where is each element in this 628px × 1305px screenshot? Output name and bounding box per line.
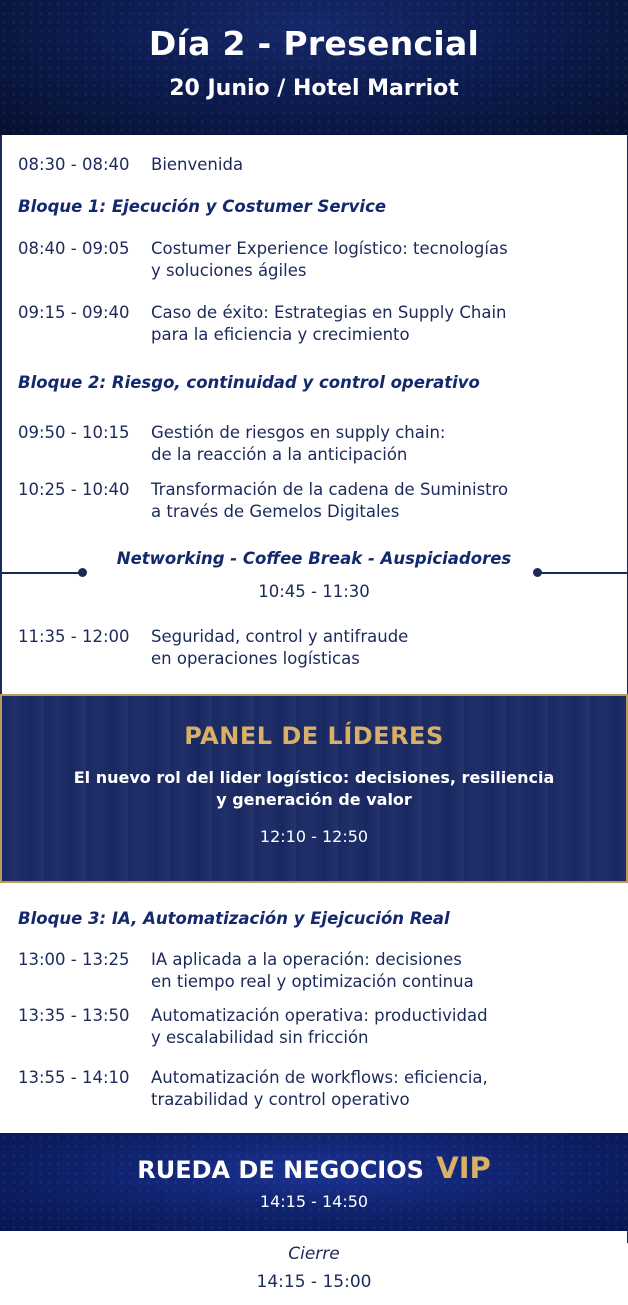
- agenda-desc: [151, 238, 611, 282]
- agenda-desc: [151, 479, 611, 523]
- block2-title: Bloque 2: Riesgo, continuidad y control operativo: [18, 373, 480, 392]
- agenda-desc-line: Automatización operativa: productividad y escalabilidad sin fricción: [151, 1006, 488, 1047]
- panel-time: 12:10 - 12:50: [259, 827, 369, 846]
- agenda-desc: Bienvenida: [151, 155, 244, 174]
- divider-dot-right: [533, 568, 542, 577]
- agenda-time: 13:00 - 13:25: [18, 950, 130, 969]
- rueda-time: 14:15 - 14:50: [259, 1192, 369, 1211]
- panel-banner: [0, 694, 628, 883]
- agenda-time: 13:55 - 14:10: [18, 1068, 130, 1087]
- agenda-time: 08:40 - 09:05: [18, 239, 130, 258]
- agenda-desc-line: Caso de éxito: Estrategias en Supply Chain para la eficiencia y crecimiento: [151, 303, 507, 344]
- agenda-desc: [151, 626, 611, 670]
- page-title: Día 2 - Presencial: [148, 24, 480, 63]
- agenda-desc: [151, 302, 611, 346]
- agenda-desc: [151, 422, 611, 466]
- agenda-desc-line: Costumer Experience logístico: tecnologías y soluciones ágiles: [151, 239, 508, 280]
- networking-time: 10:45 - 11:30: [258, 582, 370, 601]
- panel-title: PANEL DE LÍDERES: [184, 722, 444, 750]
- agenda-time: 09:15 - 09:40: [18, 303, 130, 322]
- agenda-desc: [151, 1067, 611, 1111]
- agenda-desc-line: IA aplicada a la operación: decisiones en tiempo real y optimización continua: [151, 950, 474, 991]
- panel-subtitle: El nuevo rol del lider logístico: decisiones, resiliencia y generación de valor: [73, 768, 555, 809]
- agenda-desc-line: Gestión de riesgos en supply chain: de la reacción a la anticipación: [151, 423, 446, 464]
- divider-right: [537, 572, 628, 574]
- agenda-desc-line: Automatización de workflows: eficiencia, trazabilidad y control operativo: [151, 1068, 488, 1109]
- agenda-desc-line: Seguridad, control y antifraude en operaciones logísticas: [151, 627, 409, 668]
- rueda-title: RUEDA DE NEGOCIOS: [137, 1156, 424, 1184]
- vip-badge: VIP: [436, 1151, 491, 1185]
- networking-title: Networking - Coffee Break - Auspiciadores: [116, 549, 512, 568]
- rueda-title-wrap: [0, 1151, 628, 1185]
- block1-title: Bloque 1: Ejecución y Costumer Service: [18, 197, 387, 216]
- header-banner: [0, 0, 628, 135]
- cierre-label: Cierre: [288, 1244, 340, 1264]
- rueda-banner: [0, 1133, 628, 1231]
- agenda-desc: [151, 1005, 611, 1049]
- agenda-time: 09:50 - 10:15: [18, 423, 130, 442]
- agenda-desc: [151, 949, 611, 993]
- cierre-time: 14:15 - 15:00: [256, 1272, 372, 1292]
- agenda-time: 08:30 - 08:40: [18, 155, 130, 174]
- agenda-time: 13:35 - 13:50: [18, 1006, 130, 1025]
- agenda-time: 11:35 - 12:00: [18, 627, 130, 646]
- divider-dot-left: [78, 568, 87, 577]
- frame-left-top: [0, 135, 2, 694]
- block3-title: Bloque 3: IA, Automatización y Ejejcución Real: [18, 909, 450, 928]
- divider-left: [0, 572, 83, 574]
- page-subtitle: 20 Junio / Hotel Marriot: [169, 76, 459, 101]
- agenda-time: 10:25 - 10:40: [18, 480, 130, 499]
- agenda-desc-line: Transformación de la cadena de Suministro a través de Gemelos Digitales: [151, 480, 509, 521]
